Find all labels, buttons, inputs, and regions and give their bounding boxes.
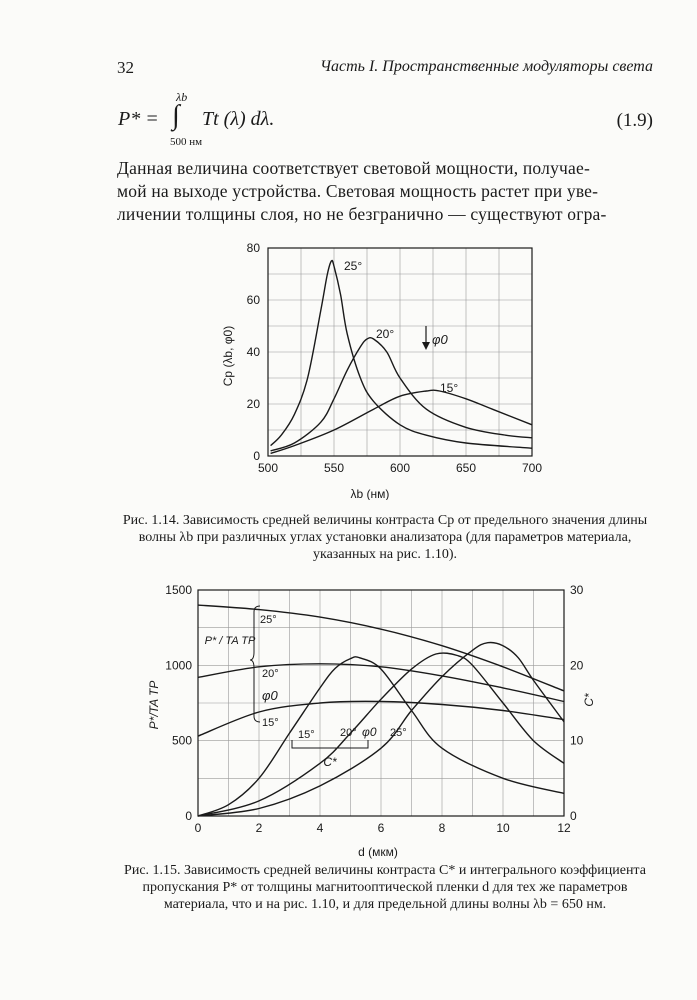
x-tick-label: 650 bbox=[455, 461, 477, 475]
x-axis-label: λb (нм) bbox=[350, 487, 390, 500]
right-axis-label: C* bbox=[582, 693, 596, 707]
x-tick-label: 10 bbox=[496, 821, 510, 835]
x-tick-label: 8 bbox=[438, 821, 446, 835]
phi-bottom-label: φ0 bbox=[362, 725, 377, 739]
series-label-25: 25° bbox=[344, 259, 363, 273]
figure-1-14-caption: Рис. 1.14. Зависимость средней величины контраста Cp от предельного значения длины волны λb при различных углах установки анализатора (для параметров материала, указанных на рис. 1.10). bbox=[122, 513, 648, 562]
series-label-25-right: 25° bbox=[390, 727, 407, 739]
bracket-left-icon bbox=[250, 606, 260, 722]
y-tick-label-left: 1500 bbox=[165, 583, 192, 597]
series-label-20-left: 20° bbox=[262, 668, 279, 680]
paragraph-line: Данная величина соответствует световой мощности, получае- bbox=[117, 158, 590, 178]
body-paragraph bbox=[117, 157, 653, 226]
series-label-20: 20° bbox=[376, 327, 395, 341]
y-tick-label: 20 bbox=[246, 397, 260, 411]
y-tick-label: 40 bbox=[246, 345, 260, 359]
x-tick-label: 0 bbox=[194, 821, 202, 835]
y-tick-label-right: 30 bbox=[570, 583, 584, 597]
y-axis-label: Cp (λb, φ0) bbox=[221, 325, 235, 387]
paragraph-line: мой на выходе устройства. Световая мощность растет при уве- bbox=[117, 181, 599, 201]
formula-integrand: Tt (λ) dλ. bbox=[202, 108, 275, 130]
y-tick-label-left: 1000 bbox=[165, 658, 192, 673]
x-tick-label: 600 bbox=[389, 461, 411, 475]
figure-1-15-chart bbox=[140, 580, 600, 860]
series-label-15-left: 15° bbox=[262, 717, 279, 729]
y-tick-label-left: 0 bbox=[185, 809, 192, 823]
series-label-25-left: 25° bbox=[260, 614, 277, 626]
series-line bbox=[271, 390, 532, 453]
y-tick-label: 0 bbox=[253, 449, 260, 463]
series-label-15: 15° bbox=[440, 381, 459, 395]
c-star-label: C* bbox=[323, 755, 337, 769]
series-line bbox=[271, 260, 532, 448]
running-title: Часть I. Пространственные модуляторы света bbox=[320, 58, 653, 75]
formula-lhs: P* = bbox=[118, 108, 159, 130]
left-axis-label: P*/TA TP bbox=[147, 680, 161, 730]
y-tick-label-right: 0 bbox=[570, 809, 577, 823]
phi-label: φ0 bbox=[432, 332, 448, 347]
figure-1-15-caption: Рис. 1.15. Зависимость средней величины контраста C* и интегрального коэффициента пропускания P* от толщины магнитооптической пленки d для тех же параметров материала, что и на рис. 1.10, и для предельной длины волны λb = 650 нм. bbox=[124, 863, 646, 912]
bracket-bottom-icon bbox=[292, 740, 368, 748]
x-tick-label: 500 bbox=[257, 461, 279, 475]
x-tick-label: 4 bbox=[316, 821, 324, 835]
x-axis-label: d (мкм) bbox=[358, 845, 398, 859]
phi-arrow-icon bbox=[422, 326, 430, 350]
paragraph-line: личении толщины слоя, но не безгранично — существуют огра- bbox=[117, 204, 607, 224]
series-label-15-right: 15° bbox=[298, 729, 315, 741]
formula-lower-limit: 500 нм bbox=[170, 136, 203, 148]
y-tick-label-right: 20 bbox=[570, 658, 584, 673]
series-line bbox=[271, 338, 532, 451]
x-tick-label: 2 bbox=[255, 821, 263, 835]
equation-number: (1.9) bbox=[616, 110, 653, 131]
formula-upper-limit: λb bbox=[176, 90, 188, 104]
series-label-20-right: 20° bbox=[340, 727, 357, 739]
x-tick-label: 6 bbox=[377, 821, 385, 835]
x-tick-label: 550 bbox=[323, 461, 345, 475]
x-tick-label: 12 bbox=[557, 821, 571, 835]
phi-left-label: φ0 bbox=[262, 688, 278, 703]
y-tick-label: 60 bbox=[246, 293, 260, 307]
y-tick-label-left: 500 bbox=[171, 733, 192, 748]
y-tick-label: 80 bbox=[246, 241, 260, 255]
p-star-label: P* / TA TP bbox=[204, 635, 256, 647]
integral-sign: ∫ bbox=[172, 100, 180, 131]
figure-1-14-chart bbox=[210, 238, 570, 500]
x-tick-label: 700 bbox=[521, 461, 543, 475]
page-number: 32 bbox=[117, 58, 134, 77]
y-tick-label-right: 10 bbox=[570, 733, 584, 748]
formula-1-9 bbox=[118, 90, 618, 156]
